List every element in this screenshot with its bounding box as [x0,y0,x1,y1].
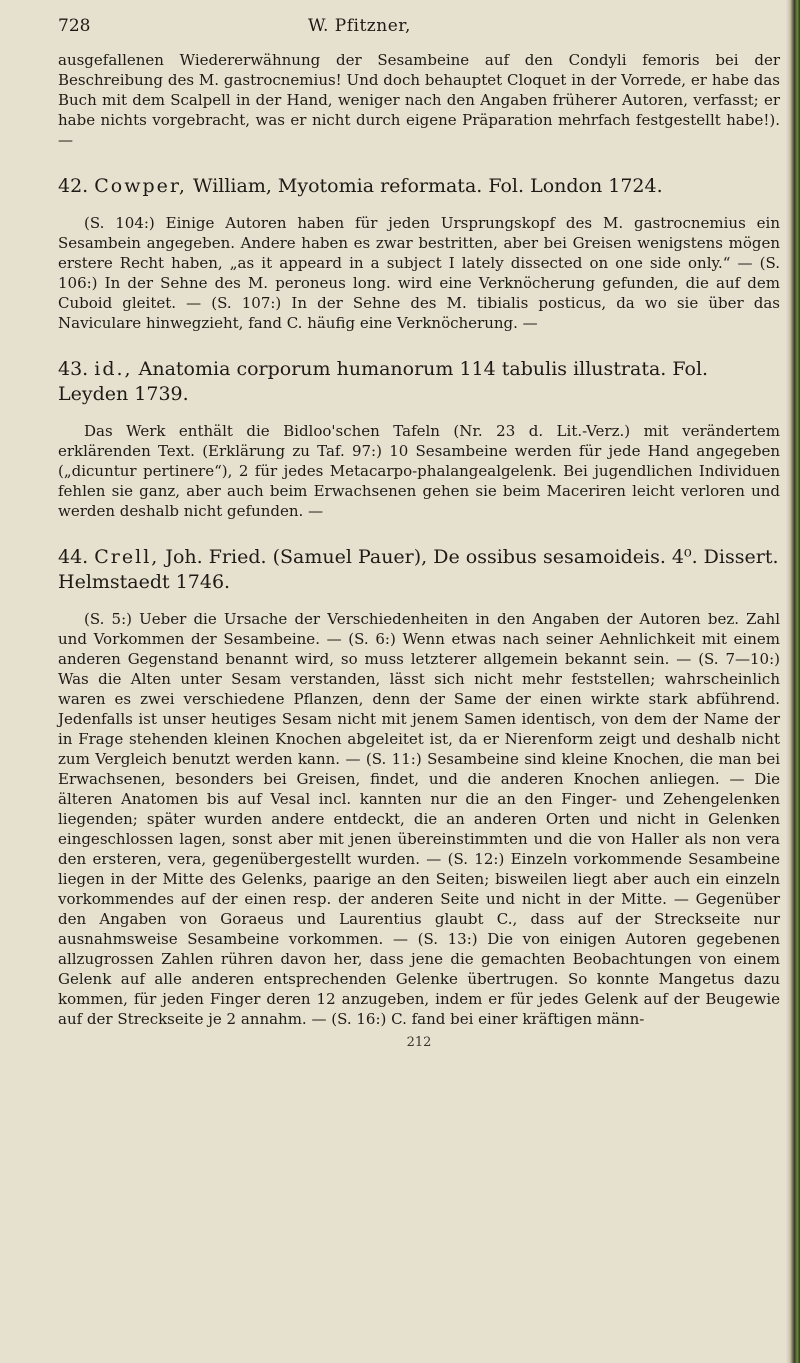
entry-number: 44. [58,546,89,568]
entry-44-heading [58,545,780,595]
printer-signature: 212 [406,1035,432,1050]
entry-title: Joh. Fried. (Samuel Pauer), De ossibus sesamoideis. 4⁰. Dissert. Helmstaedt 1746. [58,546,779,593]
page-binding-edge [786,0,800,1363]
entry-43-description: Das Werk enthält die Bidloo'schen Tafeln (Nr. 23 d. Lit.-Verz.) mit verändertem erklärenden Text. (Erklärung zu Taf. 97:) 10 Sesambeine werden für jede Hand angegeben („dicuntur pertinere“), 2 für jedes Metacarpo-phalangealgelenk. Bei jugendlichen Individuen fehlen sie ganz, aber auch beim Erwachsenen gehen sie beim Maceriren leicht verloren und werden deshalb nicht gefunden. — [58,422,780,520]
intro-paragraph: ausgefallenen Wiedererwähnung der Sesambeine auf den Condyli femoris bei der Beschreibung des M. gastrocnemius! Und doch behauptet Cloquet in der Vorrede, er habe das Buch mit dem Scalpell in der Hand, weniger nach den Angaben früherer Autoren, verfasst; er habe nichts vorgebracht, was er nicht durch eigene Präparation mehrfach festgestellt habe!). — [58,51,780,149]
page-number: 728 [58,16,91,36]
entry-43-heading [58,357,780,407]
entry-44-description: (S. 5:) Ueber die Ursache der Verschiedenheiten in den Angaben der Autoren bez. Zahl und Vorkommen der Sesambeine. — (S. 6:) Wenn etwas nach seiner Aehnlichkeit mit einem anderen Gegenstand benannt wird, so muss letzterer allgemein bekannt sein. — (S. 7—10:) Was die Alten unter Sesam verstanden, lässt sich nicht mehr feststellen; wahrscheinlich waren es zwei verschiedene Pflanzen, denn der Same der einen wirkte stark abführend. Jedenfalls ist unser heutiges Sesam nicht mit jenem Samen identisch, von dem der Name der in Frage stehenden kleinen Knochen abgeleitet ist, da er Nierenform zeigt und deshalb nicht zum Vergleich benutzt werden kann. — (S. 11:) Sesambeine sind kleine Knochen, die man bei Erwachsenen, besonders bei Greisen, findet, und die anderen Knochen anliegen. — Die älteren Anatomen bis auf Vesal incl. kannten nur die an den Finger- und Zehengelenken liegenden; später wurden andere entdeckt, die an anderen Orten und nicht in Gelenken eingeschlossen lagen, sonst aber mit jenen übereinstimmten und die von Haller als non vera den ersteren, vera, gegenübergestellt wurden. — (S. 12:) Einzeln vorkommende Sesambeine liegen in der Mitte des Gelenks, paarige an den Seiten; bisweilen liegt aber auch ein einzeln vorkommendes auf der einen resp. der anderen Seite und nicht in der Mitte. — Gegenüber den Angaben von Goraeus und Laurentius glaubt C., dass auf der Streckseite nur ausnahmsweise Sesambeine vorkommen. — (S. 13:) Die von einigen Autoren gegebenen allzugrossen Zahlen rühren davon her, dass jene die gemachten Beobachtungen von einem Gelenk auf alle anderen entsprechenden Gelenke übertrugen. So konnte Mangetus dazu kommen, für jeden Finger deren 12 anzugeben, indem er für jedes Gelenk auf der Beugewie auf der Streckseite je 2 annahm. — (S. 16:) C. fand bei einer kräftigen männ- [58,610,780,1028]
entry-42-description: (S. 104:) Einige Autoren haben für jeden Ursprungskopf des M. gastrocnemius ein Sesambein angegeben. Andere haben es zwar bestritten, aber bei Greisen wenigstens mögen erstere Recht haben, „as it appeard in a subject I lately dissected on one side only.“ — (S. 106:) In der Sehne des M. peroneus long. wird eine Verknöcherung gefunden, die auf dem Cuboid gleitet. — (S. 107:) In der Sehne des M. tibialis posticus, da wo sie über das Naviculare hinwegzieht, fand C. häufig eine Verknöcherung. — [58,214,780,332]
entry-author: Cowper, [94,175,187,197]
running-head: W. Pfitzner, [308,16,411,36]
entry-author: id., [94,358,133,380]
entry-author: Crell, [94,546,160,568]
entry-title: Anatomia corporum humanorum 114 tabulis illustrata. Fol. Leyden 1739. [58,358,709,405]
entry-number: 43. [58,358,89,380]
entry-number: 42. [58,175,89,197]
page-header [58,10,780,50]
entry-42-heading [58,174,780,199]
entry-title: William, Myotomia reformata. Fol. London 1724. [186,175,663,197]
page-content [58,10,780,1050]
